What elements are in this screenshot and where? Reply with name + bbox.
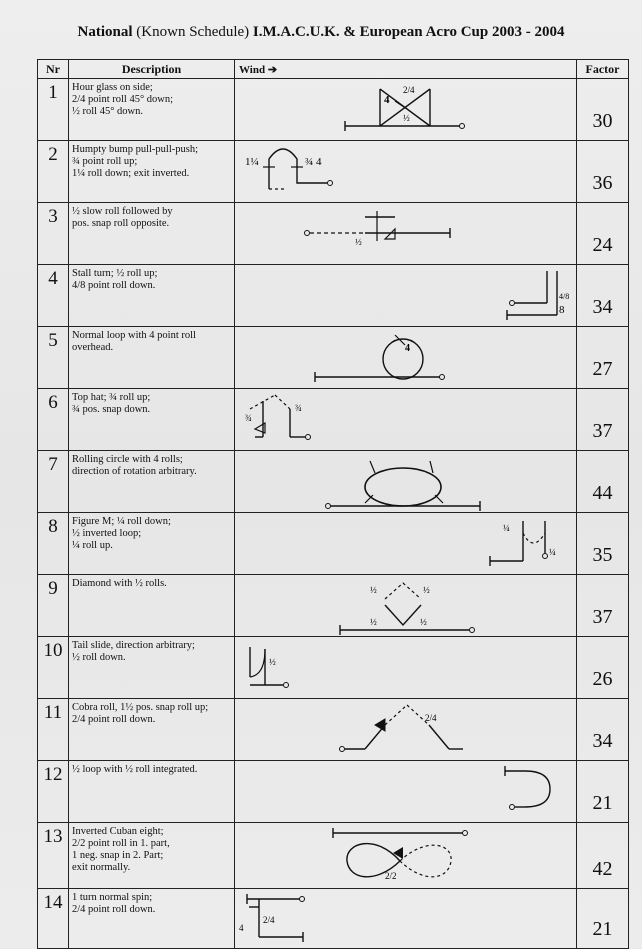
roll-label: 2/4: [403, 85, 415, 95]
roll-label: ¼: [549, 547, 556, 557]
maneuver-diagram: [235, 265, 577, 327]
roll-label: 8: [559, 304, 565, 316]
header-description: Description: [69, 60, 235, 79]
maneuver-description: [69, 79, 235, 141]
maneuver-number: 13: [38, 823, 69, 889]
description-line: overhead.: [72, 342, 114, 353]
maneuver-number: 5: [38, 327, 69, 389]
description-line: Stall turn; ½ roll up;: [72, 268, 158, 279]
maneuver-description: [69, 203, 235, 265]
maneuver-description: [69, 389, 235, 451]
difficulty-factor: 21: [577, 761, 629, 823]
description-line: pos. snap roll opposite.: [72, 218, 170, 229]
roll-label: 4: [384, 94, 390, 106]
difficulty-factor: 42: [577, 823, 629, 889]
table-row: [38, 823, 629, 889]
description-line: 2/2 point roll in 1. part,: [72, 838, 170, 849]
roll-label: ¼: [503, 523, 510, 533]
header-nr: Nr: [38, 60, 69, 79]
maneuver-description: [69, 637, 235, 699]
description-line: ½ inverted loop;: [72, 528, 142, 539]
description-line: 1¼ roll down; exit inverted.: [72, 168, 190, 179]
table-row: [38, 761, 629, 823]
description-line: Cobra roll, 1½ pos. snap roll up;: [72, 702, 209, 713]
maneuver-number: 4: [38, 265, 69, 327]
maneuver-number: 3: [38, 203, 69, 265]
description-line: ½ roll down.: [72, 652, 126, 663]
maneuver-description: [69, 451, 235, 513]
roll-label: 4/8: [559, 292, 570, 301]
maneuver-description: [69, 265, 235, 327]
maneuver-diagram: [235, 451, 577, 513]
difficulty-factor: 24: [577, 203, 629, 265]
description-line: ½ roll 45° down.: [72, 106, 143, 117]
description-line: ½ slow roll followed by: [72, 206, 173, 217]
maneuver-diagram: [235, 513, 577, 575]
roll-label: ¾: [245, 413, 252, 423]
difficulty-factor: 35: [577, 513, 629, 575]
maneuver-diagram: [235, 761, 577, 823]
description-line: 1 turn normal spin;: [72, 892, 153, 903]
maneuver-number: 8: [38, 513, 69, 575]
description-line: Humpty bump pull-pull-push;: [72, 144, 198, 155]
roll-label: 2/4: [425, 713, 437, 723]
figure-diagram: [235, 761, 572, 822]
roll-label: ½: [370, 617, 377, 627]
description-line: ¾ point roll up;: [72, 156, 138, 167]
table-row: [38, 389, 629, 451]
figure-diagram: [235, 141, 572, 202]
maneuver-description: [69, 761, 235, 823]
maneuver-description: [69, 575, 235, 637]
figure-diagram: [235, 699, 572, 760]
maneuver-diagram: [235, 699, 577, 761]
page-title: [0, 24, 642, 41]
roll-label: ¾: [295, 403, 302, 413]
table-row: [38, 79, 629, 141]
figure-diagram: [235, 203, 572, 264]
table-row: [38, 451, 629, 513]
description-line: 2/4 point roll down.: [72, 904, 156, 915]
table-row: [38, 575, 629, 637]
roll-label: ½: [423, 585, 430, 595]
difficulty-factor: 34: [577, 265, 629, 327]
figure-diagram: [235, 327, 572, 388]
description-line: 1 neg. snap in 2. Part;: [72, 850, 164, 861]
difficulty-factor: 34: [577, 699, 629, 761]
difficulty-factor: 27: [577, 327, 629, 389]
description-line: ½ loop with ½ roll integrated.: [72, 764, 198, 775]
figure-diagram: [235, 823, 572, 888]
difficulty-factor: 21: [577, 889, 629, 949]
difficulty-factor: 26: [577, 637, 629, 699]
maneuver-description: [69, 823, 235, 889]
figure-diagram: [235, 637, 572, 698]
description-line: ¾ pos. snap down.: [72, 404, 151, 415]
maneuver-diagram: [235, 575, 577, 637]
maneuver-diagram: [235, 327, 577, 389]
maneuver-diagram: [235, 823, 577, 889]
roll-label: 2/4: [263, 915, 275, 925]
maneuver-diagram: [235, 637, 577, 699]
difficulty-factor: 36: [577, 141, 629, 203]
description-line: 2/4 point roll down.: [72, 714, 156, 725]
maneuver-description: [69, 699, 235, 761]
description-line: Tail slide, direction arbitrary;: [72, 640, 195, 651]
figure-diagram: [235, 575, 572, 636]
description-line: ¼ roll up.: [72, 540, 113, 551]
maneuver-number: 11: [38, 699, 69, 761]
description-line: Normal loop with 4 point roll: [72, 330, 196, 341]
roll-label: ½: [403, 113, 410, 123]
description-line: Diamond with ½ rolls.: [72, 578, 167, 589]
roll-label: 1¼: [245, 156, 259, 168]
maneuver-diagram: [235, 889, 577, 949]
table-row: [38, 265, 629, 327]
difficulty-factor: 30: [577, 79, 629, 141]
roll-label: 4: [405, 343, 410, 354]
figure-diagram: [235, 513, 572, 574]
description-line: Figure M; ¼ roll down;: [72, 516, 171, 527]
roll-label: 2/2: [385, 871, 397, 881]
maneuver-description: [69, 141, 235, 203]
maneuver-number: 9: [38, 575, 69, 637]
maneuver-diagram: [235, 79, 577, 141]
roll-label: ½: [370, 585, 377, 595]
maneuver-number: 1: [38, 79, 69, 141]
maneuver-number: 10: [38, 637, 69, 699]
difficulty-factor: 37: [577, 575, 629, 637]
maneuver-diagram: [235, 203, 577, 265]
title-prefix: National: [77, 24, 133, 40]
table-row: [38, 699, 629, 761]
roll-label: ½: [269, 657, 276, 667]
table-row: [38, 141, 629, 203]
description-line: Rolling circle with 4 rolls;: [72, 454, 183, 465]
description-line: 2/4 point roll 45° down;: [72, 94, 174, 105]
table-row: [38, 513, 629, 575]
table-row: [38, 203, 629, 265]
description-line: 4/8 point roll down.: [72, 280, 156, 291]
difficulty-factor: 37: [577, 389, 629, 451]
maneuver-description: [69, 513, 235, 575]
maneuver-description: [69, 889, 235, 949]
figure-diagram: [235, 265, 572, 326]
title-paren: (Known Schedule): [136, 24, 250, 40]
table-row: [38, 637, 629, 699]
difficulty-factor: 44: [577, 451, 629, 513]
figure-diagram: [235, 79, 572, 140]
maneuver-number: 6: [38, 389, 69, 451]
header-factor: Factor: [577, 60, 629, 79]
roll-label: ½: [355, 237, 362, 247]
maneuver-diagram: [235, 141, 577, 203]
maneuver-number: 7: [38, 451, 69, 513]
title-main: I.M.A.C.U.K. & European Acro Cup 2003 - 2004: [252, 24, 565, 40]
maneuver-number: 2: [38, 141, 69, 203]
table-row: [38, 327, 629, 389]
figure-diagram: [235, 389, 572, 450]
description-line: Top hat; ¾ roll up;: [72, 392, 151, 403]
description-line: direction of rotation arbitrary.: [72, 466, 197, 477]
figure-diagram: [235, 889, 572, 948]
schedule-table: [37, 59, 629, 949]
figure-diagram: [235, 451, 572, 512]
roll-label: ¾ 4: [305, 156, 322, 168]
description-line: Inverted Cuban eight;: [72, 826, 164, 837]
description-line: Hour glass on side;: [72, 82, 153, 93]
maneuver-diagram: [235, 389, 577, 451]
maneuver-number: 12: [38, 761, 69, 823]
description-line: exit normally.: [72, 862, 131, 873]
maneuver-description: [69, 327, 235, 389]
header-row: [38, 60, 629, 79]
table-row: [38, 889, 629, 949]
roll-label: ½: [420, 617, 427, 627]
header-wind: Wind ➔: [235, 60, 577, 79]
maneuver-number: 14: [38, 889, 69, 949]
roll-label: 4: [239, 923, 244, 933]
